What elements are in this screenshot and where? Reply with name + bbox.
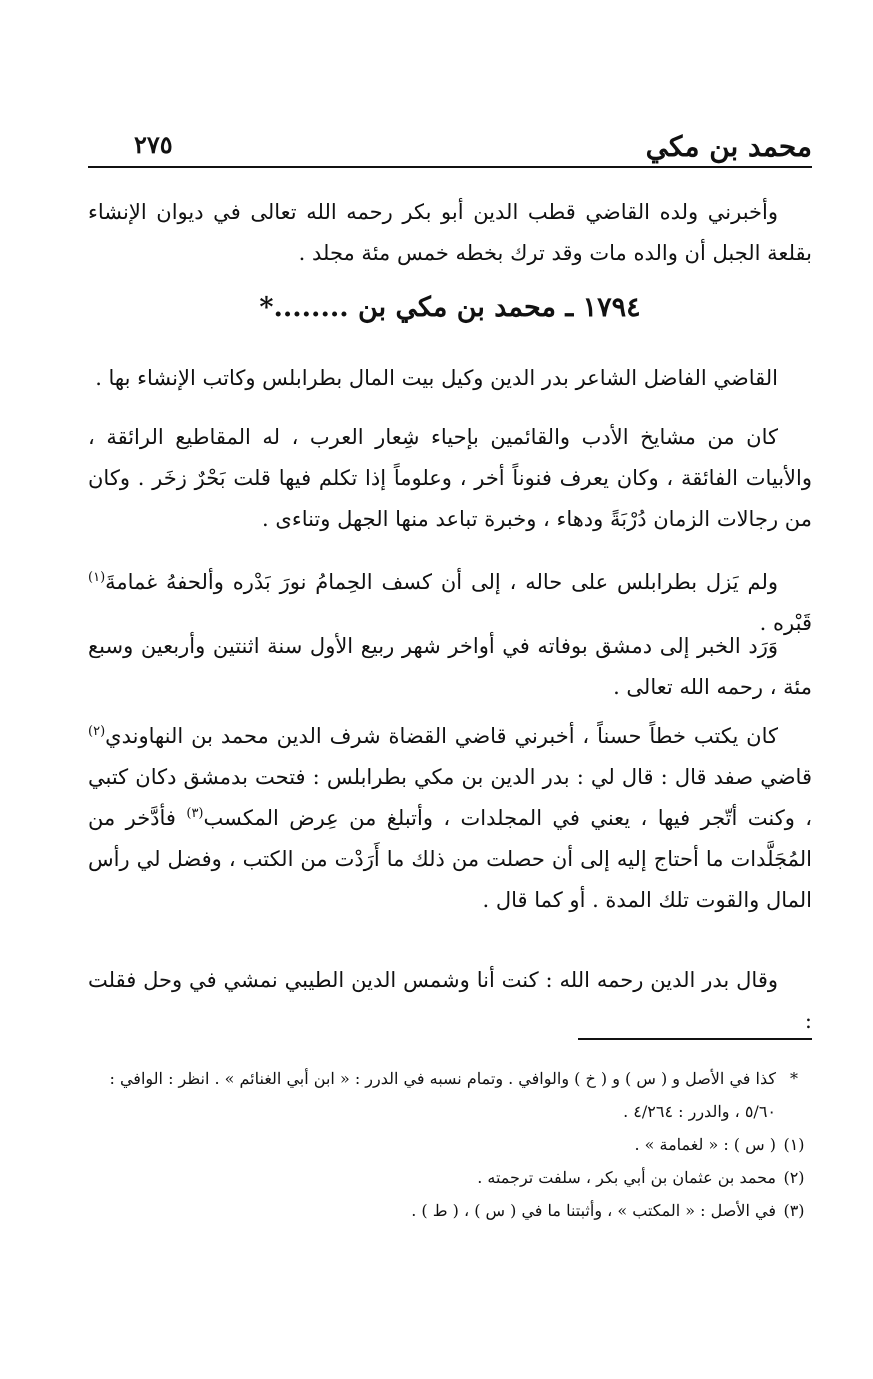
footnote-1 [88,1128,812,1161]
footnote-ref-3: (٣) [186,806,204,821]
paragraph-3-text: كان من مشايخ الأدب والقائمين بإحياء شِعار العرب ، له المقاطيع الرائقة ، والأبيات الفائقة ، وكان يعرف فنوناً أخر ، وعلوماً إذا تكلم فيها قلت بَحْرٌ زخَر . وكان من رجالات الزمان دُرْبَةً ودهاء ، وخبرة تباعد منها الجهل وتناءى . [88,425,812,531]
footnote-text: محمد بن عثمان بن أبي بكر ، سلفت ترجمته . [477,1168,776,1187]
entry-title: ١٧٩٤ ـ محمد بن مكي بن ........* [259,292,641,323]
footnote-marker: (١) [783,1135,805,1154]
paragraph-7-text: وقال بدر الدين رحمه الله : كنت أنا وشمس الدين الطيبي نمشي في وحل فقلت : [88,968,812,1033]
paragraph-5 [88,626,812,708]
paragraph-4-part-a: ولم يَزل بطرابلس على حاله ، إلى أن كسف الحِمامُ نورَ بَدْره وألحفهُ غمامةَ [105,570,778,594]
paragraph-2 [88,358,812,399]
paragraph-2-text: القاضي الفاضل الشاعر بدر الدين وكيل بيت المال بطرابلس وكاتب الإنشاء بها . [95,366,778,390]
paragraph-6-part-a: كان يكتب خطاً حسناً ، أخبرني قاضي القضاة شرف الدين محمد بن النهاوندي [105,724,778,748]
paragraph-3 [88,417,812,540]
footnote-text: في الأصل : « المكتب » ، وأثبتنا ما في ( س ) ، ( ط ) . [411,1201,776,1220]
footnote-ref-1: (١) [88,570,106,585]
page-number: ٢٧٥ [134,130,173,159]
paragraph-1-text: وأخبرني ولده القاضي قطب الدين أبو بكر رحمه الله تعالى في ديوان الإنشاء بقلعة الجبل أن والده مات وقد ترك بخطه خمس مئة مجلد . [88,200,812,265]
footnote-3 [88,1194,812,1227]
header-divider [88,166,812,168]
footnote-marker: (٣) [783,1201,805,1220]
paragraph-7 [88,960,812,1042]
footnote-star [88,1062,812,1128]
footnote-marker: * [790,1069,798,1088]
paragraph-1 [88,192,812,274]
paragraph-6 [88,716,812,921]
running-title: محمد بن مكي [645,130,812,163]
footnote-ref-2: (٢) [88,724,106,739]
footnotes [88,1062,812,1227]
page-header [88,124,812,168]
paragraph-6-part-b: قاضي صفد قال : قال لي : بدر الدين بن مكي بطرابلس : فتحت بدمشق دكان كتبي ، وكنت أتّجر فيها ، يعني في المجلدات ، وأتبلغ من عِرض المكسب [88,765,812,830]
footnote-divider [578,1038,812,1040]
paragraph-4-part-b: قَبْره . [759,611,812,635]
paragraph-5-text: وَرَد الخبر إلى دمشق بوفاته في أواخر شهر ربيع الأول سنة اثنتين وأربعين وسبع مئة ، رحمه الله تعالى . [88,634,812,699]
footnote-marker: (٢) [783,1168,805,1187]
footnote-2 [88,1161,812,1194]
footnote-text: كذا في الأصل و ( س ) و ( خ ) والوافي . وتمام نسبه في الدرر : « ابن أبي الغنائم » . انظر : الوافي : ٥/٦٠ ، والدرر : ٤/٢٦٤ . [109,1069,776,1121]
footnote-text: ( س ) : « لغمامة » . [634,1135,776,1154]
paragraph-6-part-c: فأدَّخر من المُجَلَّدات ما أحتاج إليه إلى أن حصلت من ذلك ما أَرَدْت من الكتب ، وفضل لي رأس المال والقوت تلك المدة . أو كما قال . [88,806,812,912]
paragraph-6-text [88,716,812,921]
